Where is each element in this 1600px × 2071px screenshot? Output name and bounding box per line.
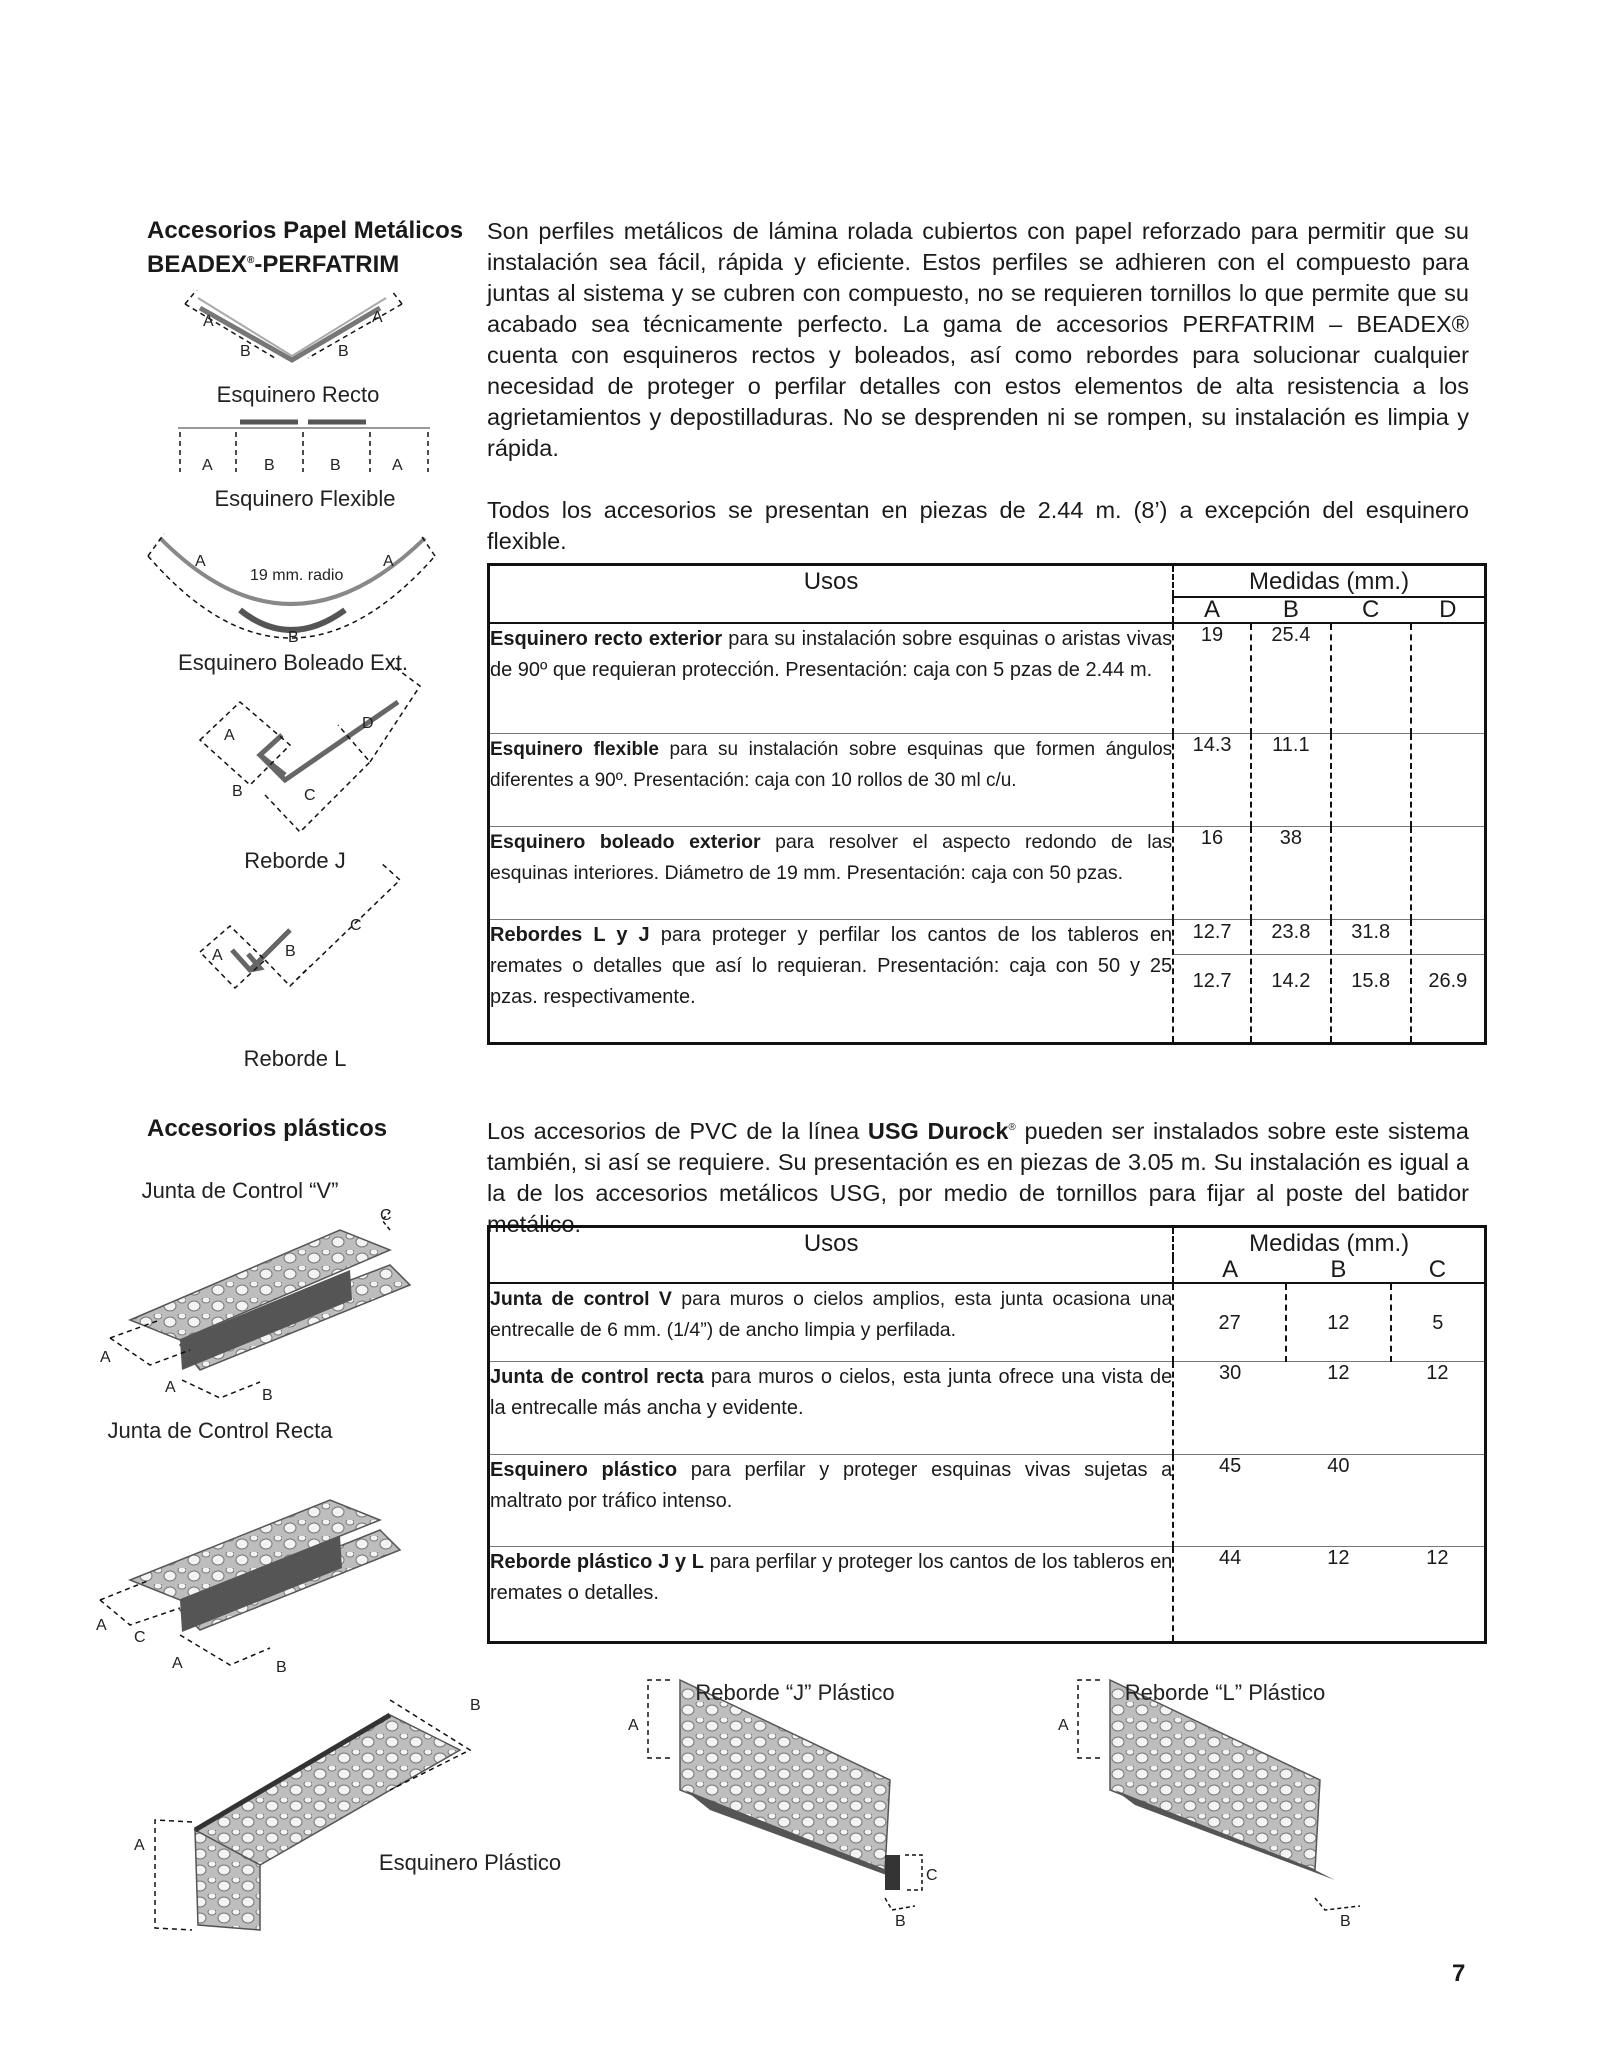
svg-text:A: A bbox=[392, 457, 403, 474]
col-d: D bbox=[1439, 596, 1457, 623]
caption-reborde-j: Reborde J bbox=[244, 848, 346, 873]
junta-control-recta-diagram bbox=[96, 1418, 400, 1676]
col-usos: Usos bbox=[803, 568, 859, 595]
caption-reborde-j-plastico: Reborde “J” Plástico bbox=[695, 1680, 895, 1705]
esquinero-flexible-diagram bbox=[178, 422, 430, 511]
svg-text:B: B bbox=[330, 457, 341, 474]
svg-text:A: A bbox=[628, 1717, 639, 1734]
svg-text:B: B bbox=[240, 343, 251, 360]
svg-text:A: A bbox=[212, 947, 223, 964]
table-row: Esquinero boleado exterior para resolver el aspecto redondo de las esquinas interiores. Diámetro de 19 mm. Presentación: caja con 50 pzas. 16 38 bbox=[489, 826, 1486, 919]
svg-text:A: A bbox=[100, 1349, 111, 1366]
col-b: B bbox=[1330, 1256, 1347, 1283]
col-b: B bbox=[1282, 596, 1299, 623]
table-row: Esquinero recto exterior para su instalación sobre esquinas o aristas vivas de 90º que requieran protección. Presentación: caja con 5 pzas de 2.44 m. 19 25.4 bbox=[489, 623, 1486, 733]
plastic-intro: Los accesorios de PVC de la línea USG Durock® pueden ser instalados sobre este sistema también, si así se requiere. Su presentación es en piezas de 3.05 m. Su instalación es igual a la de los accesorios metálicos USG, por medio de tornillos para fijar al poste del batidor metálico. bbox=[487, 1117, 1469, 1237]
svg-text:B: B bbox=[895, 1913, 906, 1930]
col-c: C bbox=[1362, 596, 1380, 623]
svg-text:A: A bbox=[165, 1379, 176, 1396]
table-row: Junta de control V para muros o cielos amplios, esta junta ocasiona una entrecalle de 6 mm. (1/4”) de ancho limpia y perfilada. 27 12 5 bbox=[489, 1283, 1486, 1361]
plastic-spec-table bbox=[487, 1225, 1487, 1644]
metal-figures bbox=[140, 290, 470, 1080]
reborde-l-diagram bbox=[200, 862, 400, 1071]
svg-text:B: B bbox=[264, 457, 275, 474]
section-heading-metal bbox=[147, 216, 463, 280]
svg-text:A: A bbox=[224, 727, 235, 744]
esquinero-plastico-diagram bbox=[134, 1697, 561, 1930]
junta-control-v-diagram bbox=[100, 1178, 410, 1404]
svg-text:A: A bbox=[172, 1655, 183, 1672]
svg-text:B: B bbox=[262, 1387, 273, 1404]
col-a: A bbox=[1173, 1258, 1286, 1283]
svg-text:B: B bbox=[232, 783, 243, 800]
caption-esquinero-boleado: Esquinero Boleado Ext. bbox=[178, 650, 408, 675]
caption-reborde-l: Reborde L bbox=[243, 1046, 347, 1071]
metal-note: Todos los accesorios se presentan en piezas de 2.44 m. (8’) a excepción del esquinero flexible. bbox=[487, 497, 1469, 554]
reborde-j-plastico-diagram bbox=[628, 1680, 938, 1930]
caption-esquinero-plastico: Esquinero Plástico bbox=[378, 1850, 562, 1875]
svg-text:A: A bbox=[383, 553, 394, 570]
svg-text:C: C bbox=[350, 917, 362, 934]
table-row: Reborde plástico J y L para perfilar y proteger los cantos de los tableros en remates o detalles. 44 12 12 bbox=[489, 1546, 1486, 1642]
svg-text:C: C bbox=[926, 1867, 938, 1884]
metal-spec-table bbox=[487, 563, 1487, 1045]
page-number: 7 bbox=[1452, 1960, 1466, 1987]
table-row: Esquinero flexible para su instalación sobre esquinas que formen ángulos diferentes a 90º. Presentación: caja con 10 rollos de 30 ml c/u. 14.3 11.1 bbox=[489, 733, 1486, 826]
svg-text:B: B bbox=[276, 1659, 287, 1676]
svg-text:C: C bbox=[380, 1207, 392, 1224]
heading-line1: Accesorios Papel Metálicos bbox=[147, 217, 464, 244]
svg-text:A: A bbox=[96, 1617, 107, 1634]
caption-junta-v: Junta de Control “V” bbox=[141, 1178, 339, 1203]
col-a: A bbox=[1173, 597, 1251, 623]
radio-label: 19 mm. radio bbox=[250, 567, 344, 584]
svg-text:A: A bbox=[202, 457, 213, 474]
svg-text:B: B bbox=[470, 1697, 481, 1714]
col-medidas: Medidas (mm.) bbox=[1173, 1227, 1485, 1259]
svg-text:B: B bbox=[285, 943, 296, 960]
svg-text:B: B bbox=[288, 629, 299, 646]
reborde-l-plastico-diagram bbox=[1058, 1680, 1360, 1930]
caption-junta-recta: Junta de Control Recta bbox=[107, 1418, 333, 1443]
svg-text:C: C bbox=[134, 1629, 146, 1646]
heading-line2: BEADEX®-PERFATRIM bbox=[147, 251, 400, 278]
col-medidas: Medidas (mm.) bbox=[1173, 565, 1485, 598]
reborde-j-diagram bbox=[200, 660, 420, 873]
esquinero-recto-diagram bbox=[185, 290, 402, 407]
table-header bbox=[489, 1227, 1486, 1259]
esquinero-boleado-diagram bbox=[148, 534, 435, 675]
svg-text:D: D bbox=[362, 715, 374, 732]
svg-text:B: B bbox=[1340, 1913, 1351, 1930]
svg-text:A: A bbox=[195, 553, 206, 570]
table-row: Junta de control recta para muros o cielos, esta junta ofrece una vista de la entrecalle más ancha y evidente. 30 12 12 bbox=[489, 1361, 1486, 1454]
svg-text:B: B bbox=[338, 343, 349, 360]
bottom-figures bbox=[120, 1670, 1460, 1940]
section-heading-plastic: Accesorios plásticos bbox=[147, 1115, 388, 1142]
table-header bbox=[489, 565, 1486, 598]
plastic-figures bbox=[90, 1170, 420, 1710]
table-row: Esquinero plástico para perfilar y proteger esquinas vivas sujetas a maltrato por tráfico intenso. 45 40 bbox=[489, 1454, 1486, 1546]
col-usos: Usos bbox=[803, 1230, 859, 1257]
caption-esquinero-flexible: Esquinero Flexible bbox=[214, 486, 396, 511]
svg-text:A: A bbox=[372, 309, 383, 326]
svg-text:C: C bbox=[304, 787, 316, 804]
svg-text:A: A bbox=[1058, 1717, 1069, 1734]
caption-esquinero-recto: Esquinero Recto bbox=[216, 382, 380, 407]
svg-text:A: A bbox=[203, 313, 214, 330]
metal-intro: Son perfiles metálicos de lámina rolada cubiertos con papel reforzado para permitir que su instalación sea fácil, rápida y eficiente. Estos perfiles se adhieren con el compuesto para juntas al sistema y se cubren con compuesto, no se requieren tornillos lo que permite que su acabado sea técnicamente perfecto. La gama de accesorios PERFATRIM – BEADEX® cuenta con esquineros rectos y boleados, así como rebordes para solucionar cualquier necesidad de proteger o perfilar detalles con estos elementos de alta resistencia a los agrietamientos y depostilladuras. No se desprenden ni se rompen, su instalación es limpia y rápida. bbox=[487, 218, 1469, 461]
table-row: Rebordes L y J para proteger y perfilar los cantos de los tableros en remates o detalles que así lo requieran. Presentación: caja con 50 y 25 pzas. respectivamente. 12.7 12.7 23.8 14.2 31.8 15.8 26.9 bbox=[489, 919, 1486, 1043]
svg-text:A: A bbox=[134, 1837, 145, 1854]
caption-reborde-l-plastico: Reborde “L” Plástico bbox=[1124, 1680, 1326, 1705]
col-c: C bbox=[1428, 1256, 1447, 1283]
